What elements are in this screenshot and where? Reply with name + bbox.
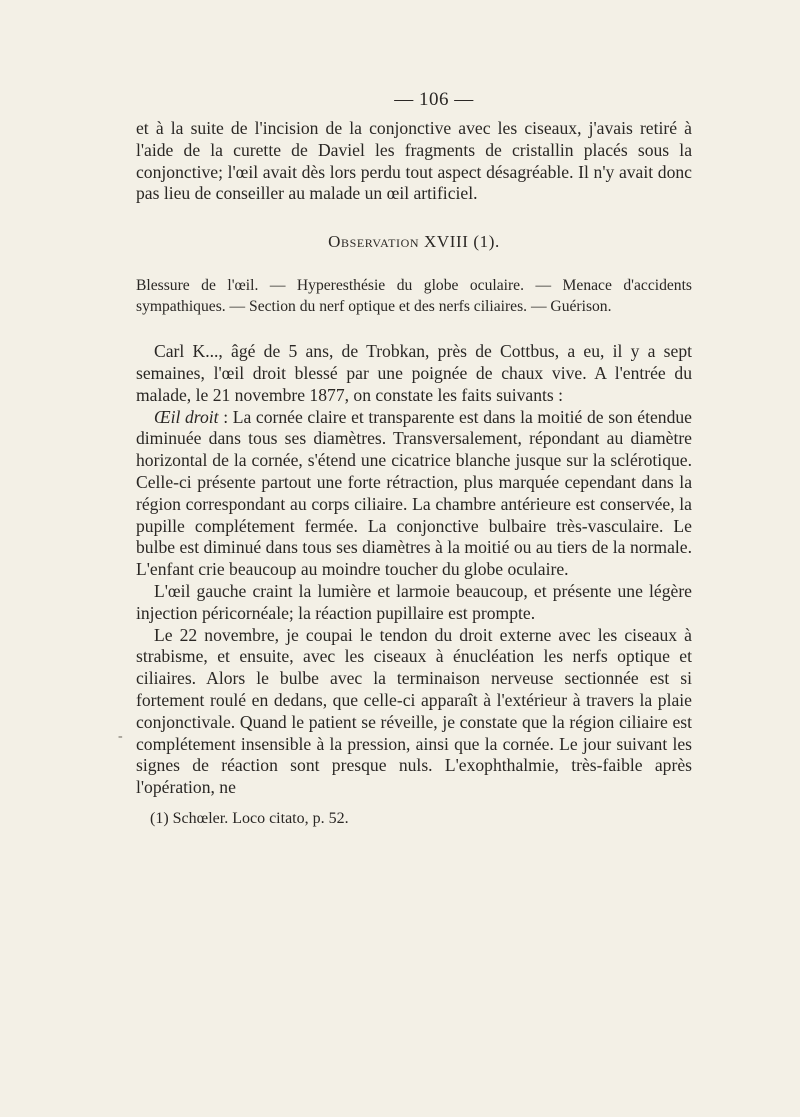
operation-paragraph: Le 22 novembre, je coupai le tendon du droit externe avec les ciseaux à strabisme, et ensuite, avec les ciseaux à énucléation les nerfs optique et ciliaires. Alors le bulbe avec la terminaison nerveuse sectionnée est si fortement roulé en dedans, que celle-ci apparaît à l'extérieur à travers la plaie conjonctivale. Quand le patient se réveille, je constate que la région ciliaire est complétement insensible à la pression, ainsi que la cornée. Le jour suivant les signes de réaction sont presque nuls. L'exophthalmie, très-faible après l'opération, ne bbox=[136, 624, 692, 798]
footnote: (1) Schœler. Loco citato, p. 52. bbox=[150, 809, 349, 827]
observation-title: Observation XVIII (1). bbox=[328, 232, 500, 252]
case-paragraph: Carl K..., âgé de 5 ans, de Trobkan, près de Cottbus, a eu, il y a sept semaines, l'œil droit blessé par une poignée de chaux vive. A l'entrée du malade, le 21 novembre 1877, on constate les faits suivants : bbox=[136, 341, 692, 405]
intro-paragraph: et à la suite de l'incision de la conjonctive avec les ciseaux, j'avais retiré à l'aide de la curette de Daviel les fragments de cristallin placés sous la conjonctive; l'œil avait dès lors perdu tout aspect désagréable. Il n'y avait donc pas lieu de conseiller au malade un œil artificiel. bbox=[136, 118, 692, 204]
case-summary: Blessure de l'œil. — Hyperesthésie du globe oculaire. — Menace d'accidents sympathiques. — Section du nerf optique et des nerfs ciliaires. — Guérison. bbox=[136, 277, 692, 316]
right-eye-paragraph bbox=[136, 407, 692, 581]
page-number: — 106 — bbox=[394, 89, 474, 110]
right-eye-label: Œil droit bbox=[154, 406, 219, 427]
left-eye-paragraph: L'œil gauche craint la lumière et larmoie beaucoup, et présente une légère injection péricornéale; la réaction pupillaire est prompte. bbox=[136, 580, 692, 623]
margin-mark: - bbox=[118, 729, 123, 744]
right-eye-text: : La cornée claire et transparente est dans la moitié de son étendue diminuée dans tous ses diamètres. Transversalement, répondant au diamètre horizontal de la cornée, s'étend une cicatrice blanche jusque sur la sclérotique. Celle-ci présente partout une forte rétraction, plus marquée cependant dans la région correspondant au corps ciliaire. La chambre antérieure est conservée, la pupille complétement fermée. La conjonctive bulbaire très-vasculaire. Le bulbe est diminué dans tous ses diamètres à la moitié ou au tiers de la normale. L'enfant crie beaucoup au moindre toucher du globe oculaire. bbox=[136, 406, 692, 580]
